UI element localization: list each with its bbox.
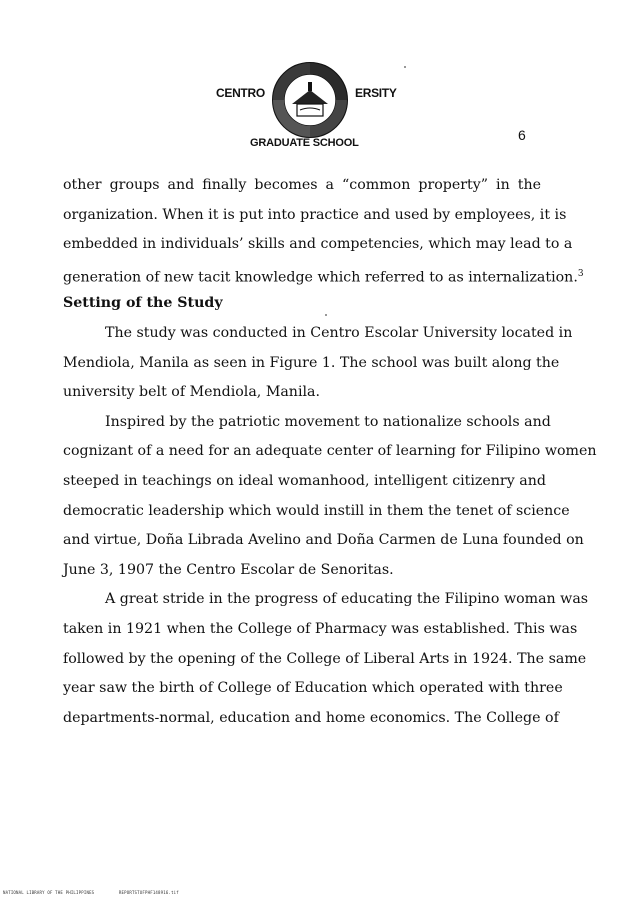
text-line: organization. When it is put into practice and used by employees, it is [63,206,567,223]
text-line: university belt of Mendiola, Manila. [63,384,320,401]
text-line: taken in 1921 when the College of Pharmacy was established. This was [63,620,578,637]
text-line [63,260,584,290]
text-line: departments-normal, education and home economics. The College of [63,709,559,726]
scan-speck [404,66,406,68]
body-text [63,171,597,733]
text-line: year saw the birth of College of Education which operated with three [63,680,563,697]
letterhead [0,55,637,155]
scan-footer [3,890,201,895]
page-number: 6 [518,127,526,143]
text-line: democratic leadership which would instill in them the tenet of science [63,502,570,519]
footnote-ref: 3 [577,268,584,279]
text-line: other groups and finally becomes a “common property” in the [63,177,541,193]
text-line: Mendiola, Manila as seen in Figure 1. The school was built along the [63,354,560,371]
text-line: cognizant of a need for an adequate center of learning for Filipino women [63,443,597,460]
footer-library: NATIONAL LIBRARY OF THE PHILIPPINES [3,890,95,895]
text-line: steeped in teachings on ideal womanhood, intelligent citizenry and [63,472,546,489]
text-line: A great stride in the progress of educating the Filipino woman was [105,591,589,608]
text-line: The study was conducted in Centro Escolar University located in [105,324,573,341]
footer-filename: REPORTSTUFPHF148916.tif [118,890,179,895]
university-seal-icon [270,60,350,140]
text-line: embedded in individuals’ skills and competencies, which may lead to a [63,236,573,253]
text-line: followed by the opening of the College of Liberal Arts in 1924. The same [63,650,587,667]
scan-speck [325,314,327,316]
section-heading: Setting of the Study [63,295,223,312]
letterhead-right-text: ERSITY [355,86,397,100]
graduate-school-label: GRADUATE SCHOOL [250,137,359,149]
letterhead-left-text: CENTRO [216,86,265,100]
text-line: June 3, 1907 the Centro Escolar de Senoritas. [63,561,394,578]
text-line-content: generation of new tacit knowledge which referred to as internalization. [63,269,578,286]
text-line: and virtue, Doña Librada Avelino and Doña Carmen de Luna founded on [63,532,584,549]
text-line: Inspired by the patriotic movement to nationalize schools and [105,413,551,430]
